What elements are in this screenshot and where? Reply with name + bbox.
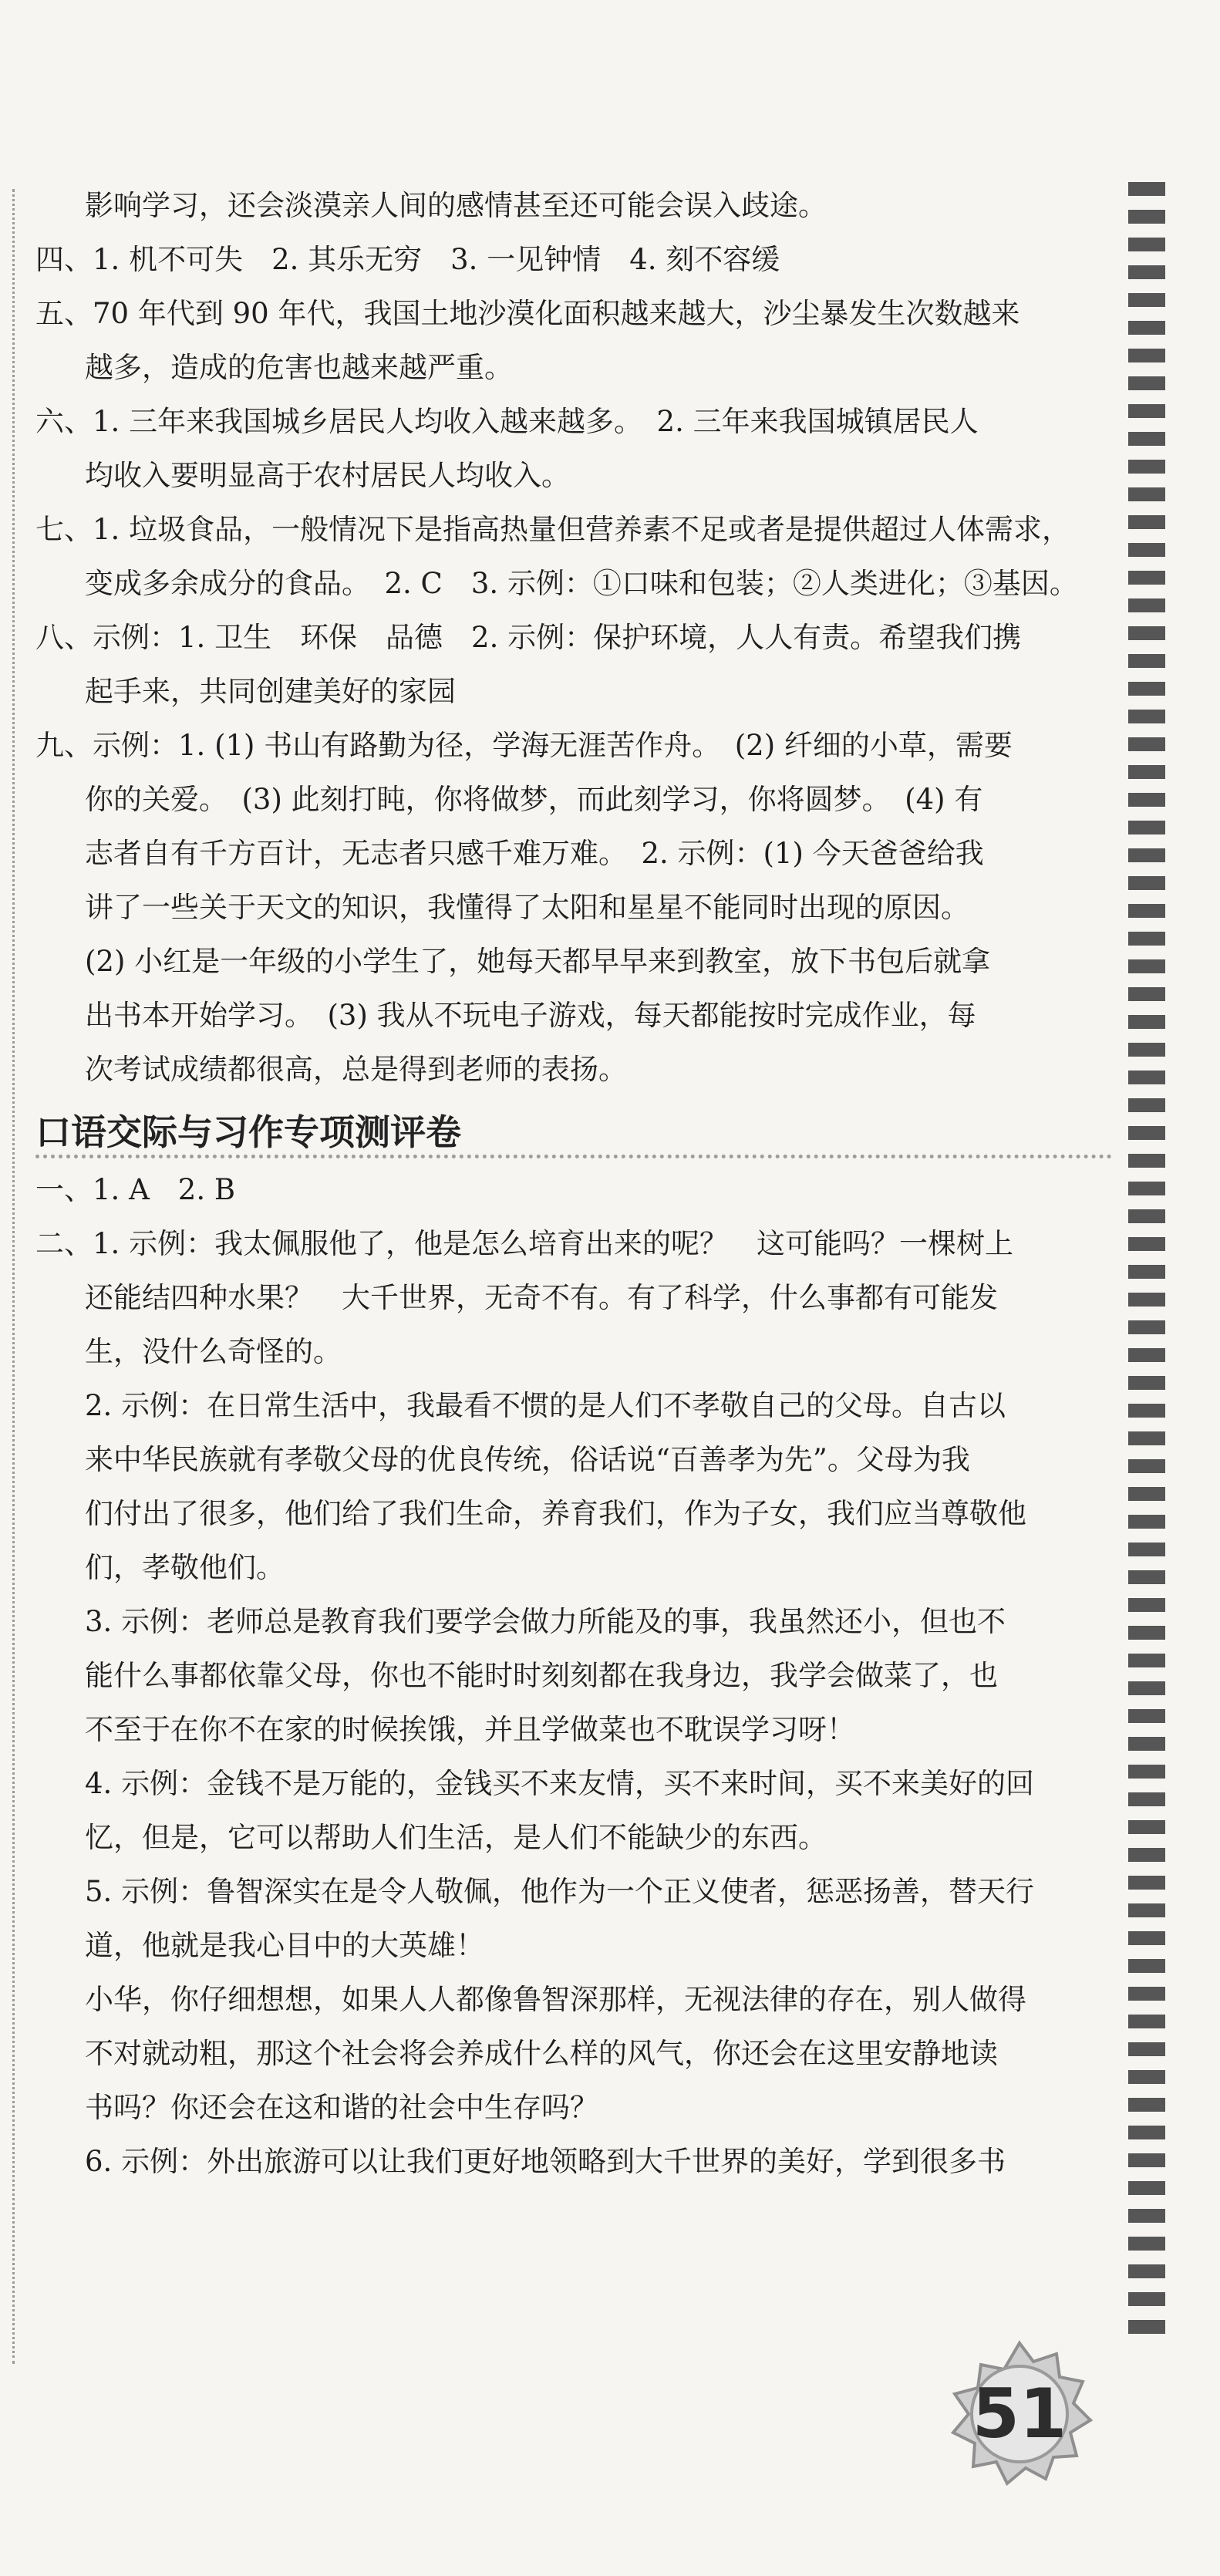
- answer-line: 2. 示例：在日常生活中，我最看不惯的是人们不孝敬自己的父母。自古以: [85, 1389, 1006, 1422]
- section-title: 口语交际与习作专项测评卷: [35, 1111, 461, 1153]
- answer-line: 越多，造成的危害也越来越严重。: [85, 351, 513, 384]
- answer-line: 变成多余成分的食品。 2. C 3. 示例：①口味和包装；②人类进化；③基因。: [85, 567, 1078, 600]
- answer-line: 4. 示例：金钱不是万能的，金钱买不来友情，买不来时间，买不来美好的回: [85, 1767, 1035, 1800]
- page-number-badge: [942, 2337, 1097, 2491]
- answer-line: 们付出了很多，他们给了我们生命，养育我们，作为子女，我们应当尊敬他: [85, 1497, 1026, 1530]
- answer-line: 来中华民族就有孝敬父母的优良传统，俗话说“百善孝为先”。父母为我: [85, 1443, 970, 1476]
- answer-line: 小华，你仔细想想，如果人人都像鲁智深那样，无视法律的存在，别人做得: [85, 1983, 1026, 2016]
- answer-line: (2) 小红是一年级的小学生了，她每天都早早来到教室，放下书包后就拿: [85, 945, 991, 978]
- answer-line: 均收入要明显高于农村居民人均收入。: [85, 459, 570, 492]
- answer-line: 能什么事都依靠父母，你也不能时时刻刻都在我身边，我学会做菜了，也: [85, 1659, 998, 1692]
- page-number: 51: [972, 2374, 1067, 2453]
- answer-line: 5. 示例：鲁智深实在是令人敬佩，他作为一个正义使者，惩恶扬善，替天行: [85, 1875, 1035, 1908]
- answer-line: 出书本开始学习。 (3) 我从不玩电子游戏，每天都能按时完成作业，每: [85, 999, 976, 1032]
- answer-line: 们，孝敬他们。: [85, 1551, 285, 1584]
- answer-line: 七、1. 垃圾食品，一般情况下是指高热量但营养素不足或者是提供超过人体需求，: [35, 513, 1071, 546]
- answer-line: 不对就动粗，那这个社会将会养成什么样的风气，你还会在这里安静地读: [85, 2037, 998, 2070]
- section-divider: [35, 1155, 1112, 1158]
- answer-line: 生，没什么奇怪的。: [85, 1335, 342, 1368]
- answer-line: 6. 示例：外出旅游可以让我们更好地领略到大千世界的美好，学到很多书: [85, 2145, 1006, 2178]
- answer-line: 二、1. 示例：我太佩服他了，他是怎么培育出来的呢？ 这可能吗？一棵树上: [35, 1227, 1014, 1260]
- answer-line: 你的关爱。 (3) 此刻打盹，你将做梦，而此刻学习，你将圆梦。 (4) 有: [85, 783, 983, 816]
- answer-line: 书吗？你还会在这和谐的社会中生存吗？: [85, 2091, 598, 2124]
- answer-line: 八、示例：1. 卫生 环保 品德 2. 示例：保护环境，人人有责。希望我们携: [35, 621, 1022, 654]
- answer-line: 一、1. A 2. B: [35, 1173, 236, 1206]
- answer-line: 3. 示例：老师总是教育我们要学会做力所能及的事，我虽然还小，但也不: [85, 1605, 1006, 1638]
- answer-line: 影响学习，还会淡漠亲人间的感情甚至还可能会误入歧途。: [85, 189, 827, 222]
- answer-line: 六、1. 三年来我国城乡居民人均收入越来越多。 2. 三年来我国城镇居民人: [35, 405, 979, 438]
- answer-line: 还能结四种水果？ 大千世界，无奇不有。有了科学，什么事都有可能发: [85, 1281, 998, 1314]
- answer-content: [35, 179, 1112, 2189]
- answer-line: 四、1. 机不可失 2. 其乐无穷 3. 一见钟情 4. 刻不容缓: [35, 243, 780, 276]
- answer-line: 忆，但是，它可以帮助人们生活，是人们不能缺少的东西。: [85, 1821, 827, 1854]
- answer-line: 不至于在你不在家的时候挨饿，并且学做菜也不耽误学习呀！: [85, 1713, 855, 1746]
- answer-line: 五、70 年代到 90 年代，我国土地沙漠化面积越来越大，沙尘暴发生次数越来: [35, 297, 1020, 330]
- answer-line: 起手来，共同创建美好的家园: [85, 675, 456, 708]
- answer-line: 讲了一些关于天文的知识，我懂得了太阳和星星不能同时出现的原因。: [85, 891, 969, 924]
- answer-line: 道，他就是我心目中的大英雄！: [85, 1929, 484, 1962]
- binding-dotted-line: [12, 189, 15, 2364]
- edge-thumb-marks: [1128, 182, 1165, 2334]
- section-heading: [35, 1101, 1112, 1163]
- answer-line: 九、示例：1. (1) 书山有路勤为径，学海无涯苦作舟。 (2) 纤细的小草，需要: [35, 729, 1013, 762]
- answer-line: 次考试成绩都很高，总是得到老师的表扬。: [85, 1053, 627, 1086]
- answer-line: 志者自有千方百计，无志者只感千难万难。 2. 示例：(1) 今天爸爸给我: [85, 837, 984, 870]
